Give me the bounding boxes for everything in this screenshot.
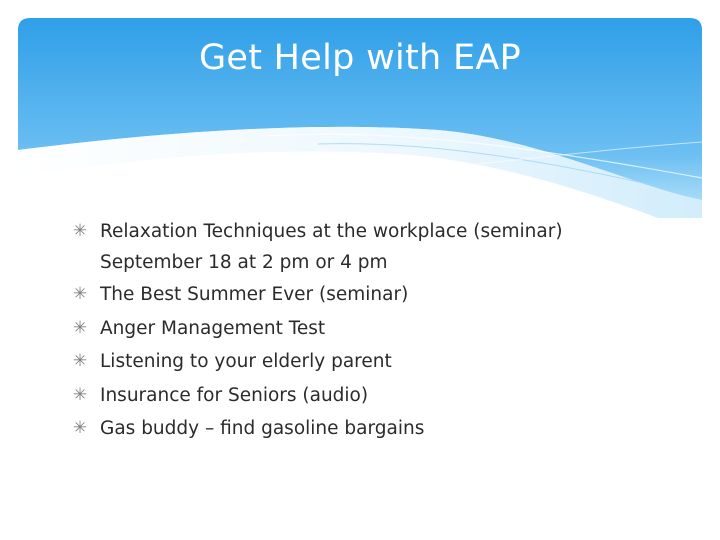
bullet-line: Relaxation Techniques at the workplace (seminar) <box>100 221 563 242</box>
bullet-text: Anger Management Test <box>100 317 326 339</box>
list-item <box>72 412 692 446</box>
list-item <box>72 216 692 278</box>
asterisk-bullet-icon: ✳ <box>72 351 88 371</box>
asterisk-bullet-icon: ✳ <box>72 284 88 304</box>
asterisk-bullet-icon: ✳ <box>72 384 88 405</box>
list-item <box>72 345 692 379</box>
asterisk-bullet-icon: ✳ <box>72 418 88 438</box>
bullet-text: Listening to your elderly parent <box>100 351 392 372</box>
bullet-text: Gas buddy – find gasoline bargains <box>100 418 425 439</box>
bullet-line: September 18 at 2 pm or 4 pm <box>100 252 388 273</box>
bullet-text <box>100 216 692 278</box>
list-item <box>72 312 692 346</box>
list-item <box>72 379 692 413</box>
asterisk-bullet-icon: ✳ <box>72 221 88 241</box>
asterisk-bullet-icon: ✳ <box>72 317 88 338</box>
bullet-text: The Best Summer Ever (seminar) <box>100 284 409 305</box>
list-item <box>72 278 692 312</box>
bullet-text: Insurance for Seniors (audio) <box>100 384 369 406</box>
slide-title: Get Help with EAP <box>198 38 522 78</box>
bullet-list <box>72 216 692 446</box>
